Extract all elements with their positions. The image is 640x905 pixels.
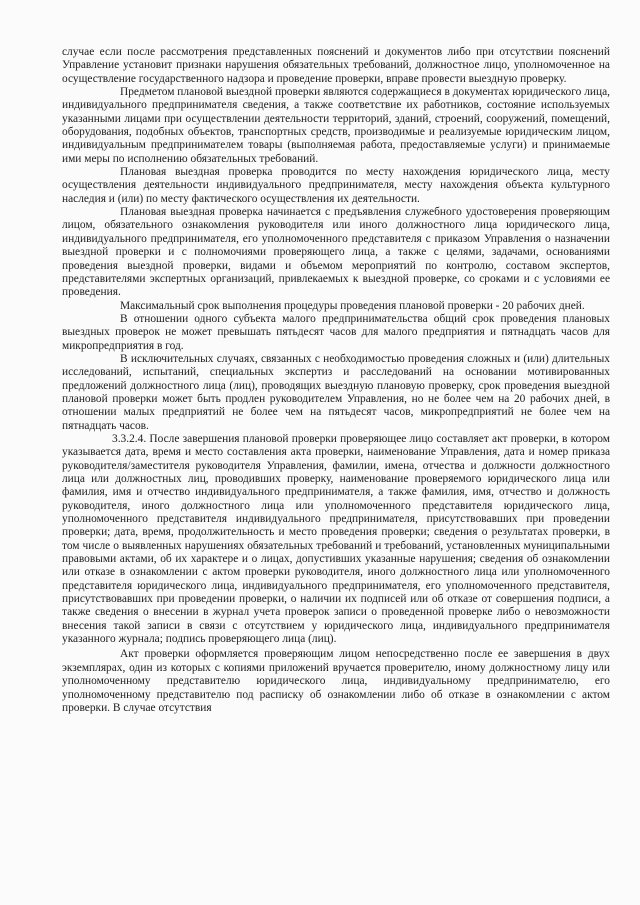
paragraph-inspection-start: Плановая выездная проверка начинается с предъявления служебного удостоверения проверяющим лицом, обязательного ознакомления руководителя или иного должностного лица юридического лица, индивидуального предпринимателя, его уполномоченного представителя с приказом Управления о назначении выездной проверки и с полномочиями проверяющего лица, а также с целями, задачами, основаниями проведения выездной проверки, видами и объемом мероприятий по контролю, составом экспертов, представителями экспертных организаций, привлекаемых к выездной проверке, со сроками и с условиями ее проведения.: [62, 206, 610, 299]
paragraph-inspection-subject: Предметом плановой выездной проверки являются содержащиеся в документах юридического лица, индивидуального предпринимателя сведения, а также соответствие их работников, состояние используемых указанными лицами при осуществлении деятельности территорий, зданий, строений, сооружений, помещений, оборудования, подобных объектов, транспортных средств, производимые и реализуемые юридическим лицом, индивидуальным предпринимателем товары (выполняемая работа, предоставляемые услуги) и принимаемые ими меры по исполнению обязательных требований.: [62, 86, 610, 165]
paragraph-act-execution: Акт проверки оформляется проверяющим лицом непосредственно после ее завершения в двух экземплярах, один из которых с копиями приложений вручается проверителю, иному должностному лицу или уполномоченному представителю юридического лица, индивидуальному предпринимателю, его уполномоченному представителю под расписку об ознакомлении либо об отказе в ознакомлении с актом проверки. В случае отсутствия: [62, 648, 610, 714]
paragraph-extension-cases: В исключительных случаях, связанных с необходимостью проведения сложных и (или) длительных исследований, испытаний, специальных экспертиз и расследований на основании мотивированных предложений должностного лица (лиц), проводящих выездную плановую проверку, срок проведения выездной плановой проверки может быть продлен руководителем Управления, но не более чем на 20 рабочих дней, в отношении малых предприятий не более чем на пятьдесят часов, микропредприятий не более чем на пятнадцать часов.: [62, 352, 610, 432]
paragraph-inspection-location: Плановая выездная проверка проводится по месту нахождения юридического лица, месту осуществления деятельности индивидуального предпринимателя, месту нахождения объекта культурного наследия и (или) по месту фактического осуществления их деятельности.: [62, 166, 610, 205]
paragraph-continuation: случае если после рассмотрения представленных пояснений и документов либо при отсутствии пояснений Управление установит признаки нарушения обязательных требований, должностное лицо, уполномоченное на осуществление государственного надзора и проведение проверки, вправе провести выездную проверку.: [62, 46, 610, 85]
paragraph-small-business-limit: В отношении одного субъекта малого предпринимательства общий срок проведения плановых выездных проверок не может превышать пятьдесят часов для малого предприятия и пятнадцать часов для микропредприятия в год.: [62, 312, 610, 352]
paragraph-max-duration: Максимальный срок выполнения процедуры проведения плановой проверки - 20 рабочих дней.: [120, 299, 585, 312]
paragraph-section-3-3-2-4: 3.3.2.4. После завершения плановой проверки проверяющее лицо составляет акт проверки, в котором указывается дата, время и место составления акта проверки, наименование Управления, дата и номер приказа руководителя/заместителя руководителя Управления, фамилии, имена, отчества и должности должностного лица или должностных лиц, проводивших проверку, наименование проверяемого юридического лица или фамилия, имя и отчество индивидуального предпринимателя, а также фамилия, имя, отчество и должность руководителя, иного должностного лица или уполномоченного представителя юридического лица, уполномоченного представителя индивидуального предпринимателя, присутствовавших при проведении проверки; дата, время, продолжительность и место проведения проверки; сведения о результатах проверки, в том числе о выявленных нарушениях обязательных требований и требований, установленных муниципальными правовыми актами, об их характере и о лицах, допустивших указанные нарушения; сведения об ознакомлении или отказе в ознакомлении с актом проверки руководителя, иного должностного лица или уполномоченного представителя юридического лица, индивидуального предпринимателя, его уполномоченного представителя, присутствовавших при проведении проверки, о наличии их подписей или об отказе от совершения подписи, а также сведения о внесении в журнал учета проверок записи о проведенной проверке либо о невозможности внесения такой записи в связи с отсутствием у юридического лица, индивидуального предпринимателя указанного журнала; подпись проверяющего лица (лиц).: [62, 432, 610, 646]
